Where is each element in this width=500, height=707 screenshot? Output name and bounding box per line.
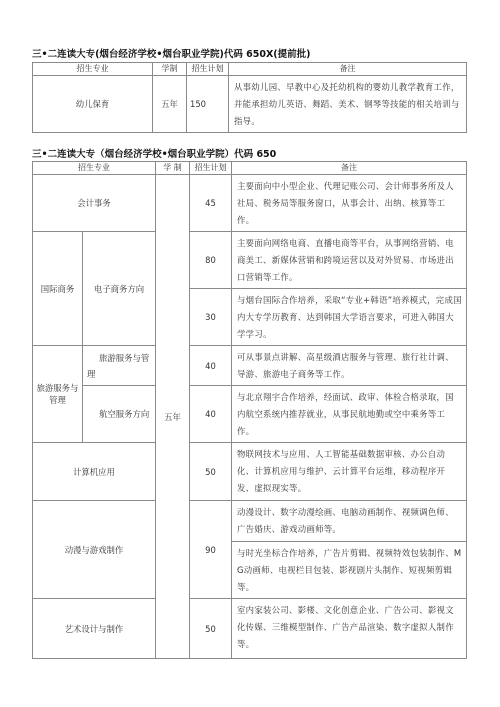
header-major: 招生专业 bbox=[33, 162, 156, 175]
header-quota: 招生计划 bbox=[187, 63, 229, 76]
note-part-1: 动漫设计、数字动漫绘画、电脑动画制作、视频调色师、广告婚庆、游戏动画师等。 bbox=[232, 501, 466, 542]
quota-cell: 150 bbox=[187, 76, 229, 133]
quota-cell: 30 bbox=[190, 289, 232, 346]
header-note: 备注 bbox=[232, 162, 467, 175]
header-note: 备注 bbox=[229, 63, 467, 76]
section2-table bbox=[32, 161, 467, 659]
quota-cell: 40 bbox=[190, 386, 232, 443]
major-cell: 会计事务 bbox=[33, 175, 156, 232]
note-cell: 室内家装公司、影楼、文化创意企业、广告公司、影视文化传媒、三维模型制作、广告产品渲染、数字虚拟人制作等。 bbox=[232, 599, 467, 659]
note-cell: 可从事景点讲解、高星级酒店服务与管理、旅行社计调、导游、旅游电子商务等工作。 bbox=[232, 346, 467, 386]
direction-cell: 电子商务方向 bbox=[83, 232, 156, 346]
note-cell: 物联网技术与应用、人工智能基础数据审核、办公自动化、计算机应用与维护、云计算平台运维，移动程序开发、虚拟现实等。 bbox=[232, 443, 467, 501]
note-cell: 从事幼儿园、早教中心及托幼机构的婴幼儿教学教育工作，并能承担幼儿英语、舞蹈、美术、钢琴等技能的相关培训与指导。 bbox=[229, 76, 467, 133]
table-header-row bbox=[33, 162, 467, 175]
quota-cell: 50 bbox=[190, 443, 232, 501]
major-cell: 幼儿保育 bbox=[33, 76, 153, 133]
direction-cell: 旅游服务与管理 bbox=[83, 346, 156, 386]
quota-cell: 40 bbox=[190, 346, 232, 386]
quota-cell: 80 bbox=[190, 232, 232, 289]
section1-table bbox=[32, 62, 467, 133]
section1-title: 三•二连读大专(烟台经济学校•烟台职业学院)代码 650X(提前批) bbox=[32, 49, 311, 60]
header-duration: 学 制 bbox=[156, 162, 190, 175]
section2-title: 三•二连读大专（烟台经济学校•烟台职业学院）代码 650 bbox=[32, 149, 277, 160]
table-row bbox=[33, 501, 467, 599]
table-row bbox=[33, 386, 467, 443]
major-cell: 艺术设计与制作 bbox=[33, 599, 156, 659]
quota-cell: 45 bbox=[190, 175, 232, 232]
note-cell: 主要面向中小型企业、代理记账公司、会计师事务所及人社局、税务局等服务窗口，从事会计、出纳、核算等工作。 bbox=[232, 175, 467, 232]
table-row bbox=[33, 599, 467, 659]
note-cell: 主要面向网络电商、直播电商等平台，从事网络营销、电商美工、新媒体营销和跨境运营以及对外贸易、市场进出口营销等工作。 bbox=[232, 232, 467, 289]
note-cell: 与烟台国际合作培养，采取“专业+韩语”培养模式，完成国内大专学历教育、达到韩国大学语言要求，可进入韩国大学学习。 bbox=[232, 289, 467, 346]
note-part-2: 与时光坐标合作培养，广告片剪辑、视频特效包装制作、MG动画师、电视栏目包装、影视剧片头制作、短视频剪辑等。 bbox=[237, 548, 462, 592]
major-group-cell: 国际商务 bbox=[33, 232, 83, 346]
major-group-cell: 旅游服务与管理 bbox=[33, 346, 83, 443]
table-row bbox=[33, 232, 467, 289]
note-cell: 与北京翔宇合作培养，经面试、政审、体检合格录取，国内航空系统内推荐就业，从事民航地勤或空中乘务等工作。 bbox=[232, 386, 467, 443]
table-row bbox=[33, 346, 467, 386]
direction-cell: 航空服务方向 bbox=[83, 386, 156, 443]
major-cell: 动漫与游戏制作 bbox=[33, 501, 156, 599]
duration-cell: 五年 bbox=[156, 175, 190, 659]
duration-cell: 五年 bbox=[153, 76, 187, 133]
table-row bbox=[33, 175, 467, 232]
table-header-row bbox=[33, 63, 467, 76]
major-cell: 计算机应用 bbox=[33, 443, 156, 501]
table-row bbox=[33, 443, 467, 501]
quota-cell: 50 bbox=[190, 599, 232, 659]
header-major: 招生专业 bbox=[33, 63, 153, 76]
table-row bbox=[33, 76, 467, 133]
header-quota: 招生计划 bbox=[190, 162, 232, 175]
quota-cell: 90 bbox=[190, 501, 232, 599]
note-cell bbox=[232, 501, 467, 599]
header-duration: 学制 bbox=[153, 63, 187, 76]
